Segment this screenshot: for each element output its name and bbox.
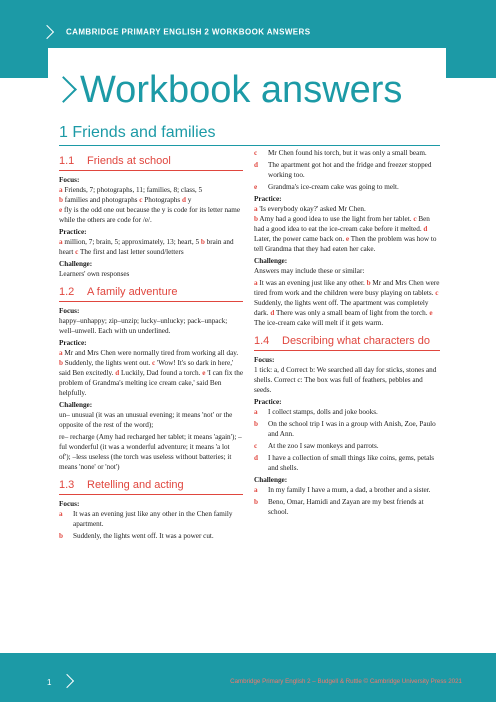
chapter-title: 1 Friends and families bbox=[59, 124, 216, 141]
focus-label: Focus: bbox=[59, 500, 80, 508]
right-column bbox=[254, 148, 440, 519]
challenge-label: Challenge: bbox=[59, 260, 93, 268]
section-number: 1.3 bbox=[59, 479, 75, 491]
answer-text: re– recharge (Amy had recharged her tablet; it means 'again'); –ful wonderful (it was a wonderful adventure; it means 'a lot of'); –less useless (the torch was useless without batteries; it means 'none' or 'not') bbox=[59, 433, 242, 471]
section-title: Retelling and acting bbox=[87, 479, 184, 491]
section-heading-1-3 bbox=[59, 476, 243, 495]
list-item: c Mr Chen found his torch, but it was only a small beam. bbox=[254, 149, 427, 157]
answer-text: a 'Is everybody okay?' asked Mr Chen. b Amy had a good idea to use the light from her tablet. c Ben had a good idea to eat the ice-cream cake before it melted. d Later, the power came back on. e Then the problem was how to tell Grandma that they had eaten her cake. bbox=[254, 205, 437, 253]
answer-text: a Mr and Mrs Chen were normally tired from working all day. b Suddenly, the lights went out. c 'Wow! It's so dark in here,' said Ben excitedly. d Luckily, Dad found a torch. e 'I can fix the problem of Grandma's melting ice cream cake,' said Ben helpfully. bbox=[59, 349, 244, 397]
answer-text: a million, 7; brain, 5; approximately, 13; heart, 5 b brain and heart c The first and last letter sound/letters bbox=[59, 238, 234, 256]
section-heading-1-4 bbox=[254, 332, 440, 351]
list-item: b Beno, Omar, Hamidi and Zayan are my best friends at school. bbox=[254, 498, 424, 516]
section-title: Friends at school bbox=[87, 155, 171, 167]
list-item: a I collect stamps, dolls and joke books. bbox=[254, 408, 378, 416]
list-item: b On the school trip I was in a group with Anish, Zoe, Paulo and Ann. bbox=[254, 420, 436, 438]
list-item: e Grandma's ice-cream cake was going to melt. bbox=[254, 183, 399, 191]
practice-label: Practice: bbox=[254, 398, 282, 406]
section-heading-1-2 bbox=[59, 283, 243, 302]
practice-label: Practice: bbox=[59, 339, 87, 347]
header-bar bbox=[0, 0, 496, 40]
section-number: 1.4 bbox=[254, 335, 270, 347]
list-item: c At the zoo I saw monkeys and parrots. bbox=[254, 442, 379, 450]
answer-text: a It was an evening just like any other. b Mr and Mrs Chen were tired from work and the children were busy playing on tablets. c Suddenly, the lights went off. The apartment was completely dark. d There was only a small beam of light from the torch. e The ice-cream cake will melt if it gets warm. bbox=[254, 279, 440, 327]
practice-label: Practice: bbox=[254, 195, 282, 203]
answer-text: Learners' own responses bbox=[59, 270, 130, 278]
section-number: 1.2 bbox=[59, 286, 75, 298]
challenge-label: Challenge: bbox=[59, 401, 93, 409]
list-item: d The apartment got hot and the fridge and freezer stopped working too. bbox=[254, 161, 432, 179]
answer-text: 1 tick: a, d Correct b: We searched all day for sticks, stones and shells. Correct c: The box was full of feathers, pebbles and seeds. bbox=[254, 366, 437, 394]
header-title: CAMBRIDGE PRIMARY ENGLISH 2 WORKBOOK ANSWERS bbox=[66, 27, 311, 37]
left-column bbox=[59, 148, 243, 543]
answer-text: a Friends, 7; photographs, 11; families, 8; class, 5 b families and photographs c Photographs d y e fly is the odd one out because the y is code for its letter name while the others are code for /e/. bbox=[59, 186, 241, 224]
page-number: 1 bbox=[47, 678, 52, 687]
list-item: b Suddenly, the lights went off. It was a power cut. bbox=[59, 532, 214, 540]
answer-text: un– unusual (it was an unusual evening; it means 'not' or the opposite of the rest of the word); bbox=[59, 411, 233, 429]
focus-label: Focus: bbox=[254, 356, 275, 364]
section-number: 1.1 bbox=[59, 155, 75, 167]
challenge-label: Challenge: bbox=[254, 476, 288, 484]
focus-label: Focus: bbox=[59, 176, 80, 184]
list-item: a In my family I have a mum, a dad, a brother and a sister. bbox=[254, 486, 431, 494]
focus-label: Focus: bbox=[59, 307, 80, 315]
section-title: A family adventure bbox=[87, 286, 178, 298]
section-heading-1-1 bbox=[59, 152, 243, 171]
challenge-label: Challenge: bbox=[254, 257, 288, 265]
answer-text: Answers may include these or similar: bbox=[254, 267, 365, 275]
footer-credit: Cambridge Primary English 2 – Budgell & Ruttle © Cambridge University Press 2021 bbox=[230, 678, 462, 685]
list-item: a It was an evening just like any other in the Chen family apartment. bbox=[59, 510, 233, 528]
list-item: d I have a collection of small things like coins, gems, petals and shells. bbox=[254, 454, 435, 472]
section-title: Describing what characters do bbox=[282, 335, 430, 347]
page-title: Workbook answers bbox=[80, 69, 403, 111]
chevron-right-icon bbox=[40, 25, 54, 39]
practice-label: Practice: bbox=[59, 228, 87, 236]
answer-text: happy–unhappy; zip–unzip; lucky–unlucky; pack–unpack; well–unwell. Each with un underlined. bbox=[59, 317, 228, 335]
chapter-rule bbox=[59, 145, 440, 146]
